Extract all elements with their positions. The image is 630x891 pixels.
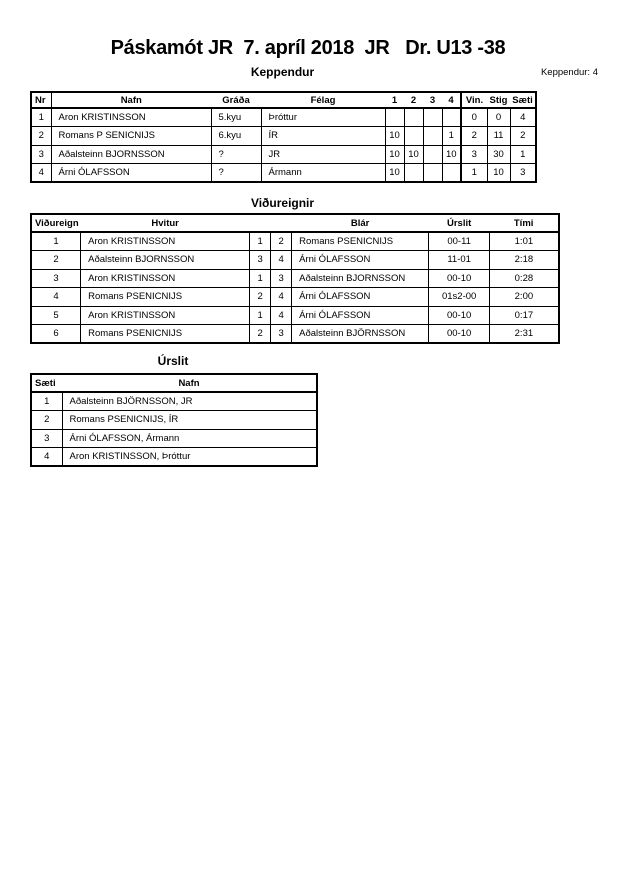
table-cell — [404, 108, 423, 127]
column-header-vidureign: Viðureign — [31, 214, 81, 232]
table-cell: 4 — [31, 288, 81, 307]
table-cell: Árni ÓLAFSSON, Ármann — [62, 429, 317, 448]
table-row — [31, 164, 536, 183]
column-header-saeti: Sæti — [510, 92, 536, 108]
table-cell: 6 — [31, 325, 81, 344]
table-cell: Romans P SENICNIJS — [51, 127, 211, 146]
table-cell: 2 — [250, 288, 271, 307]
table-cell: 2 — [271, 232, 292, 251]
table-cell: 00-10 — [429, 269, 490, 288]
table-cell: 1 — [461, 164, 487, 183]
table-cell: 4 — [510, 108, 536, 127]
table-cell: 4 — [271, 251, 292, 270]
table-cell: Aðalsteinn BJORNSSON — [81, 251, 250, 270]
table-cell: 5 — [31, 306, 81, 325]
table-cell — [442, 164, 461, 183]
column-header-2: 2 — [404, 92, 423, 108]
column-header-3: 3 — [423, 92, 442, 108]
table-row — [31, 108, 536, 127]
table-cell: Árni ÓLAFSSON — [51, 164, 211, 183]
keppendur-table — [30, 91, 537, 183]
column-header-nr: Nr — [31, 92, 51, 108]
column-header-vin: Vin. — [461, 92, 487, 108]
table-cell: 0 — [487, 108, 510, 127]
table-cell: 1 — [250, 232, 271, 251]
table-row — [31, 325, 559, 344]
table-cell: Árni ÓLAFSSON — [292, 306, 429, 325]
table-cell: Aðalsteinn BJORNSSON — [292, 269, 429, 288]
column-header-1: 1 — [385, 92, 404, 108]
table-cell: 3 — [31, 269, 81, 288]
table-cell: 1 — [250, 269, 271, 288]
table-cell: 2 — [31, 411, 62, 430]
table-cell: 6.kyu — [211, 127, 261, 146]
table-cell: 3 — [510, 164, 536, 183]
table-header-row — [31, 374, 317, 392]
table-cell: 1 — [510, 145, 536, 164]
table-cell: Romans PSENICNIJS — [81, 325, 250, 344]
table-cell — [404, 164, 423, 183]
table-cell: 4 — [271, 288, 292, 307]
page-title: Páskamót JR 7. apríl 2018 JR Dr. U13 -38 — [110, 37, 506, 59]
table-cell: 11 — [487, 127, 510, 146]
column-header-stig: Stig — [487, 92, 510, 108]
table-cell: 2 — [461, 127, 487, 146]
table-cell: 3 — [271, 269, 292, 288]
column-header-nafn: Nafn — [62, 374, 317, 392]
column-header-blar: Blár — [292, 214, 429, 232]
table-cell: 1 — [442, 127, 461, 146]
section-label-keppendur: Keppendur — [250, 65, 315, 79]
table-cell: 1 — [31, 232, 81, 251]
table-cell: 2 — [510, 127, 536, 146]
table-cell: ? — [211, 164, 261, 183]
table-cell: ÍR — [261, 127, 385, 146]
table-cell: Aron KRISTINSSON — [81, 306, 250, 325]
column-header-grada: Gráða — [211, 92, 261, 108]
table-cell: JR — [261, 145, 385, 164]
table-cell: 3 — [271, 325, 292, 344]
table-cell: 00-11 — [429, 232, 490, 251]
table-cell: Aron KRISTINSSON — [81, 269, 250, 288]
table-cell: 3 — [31, 145, 51, 164]
table-cell: Aðalsteinn BJÖRNSSON — [292, 325, 429, 344]
table-cell: 11-01 — [429, 251, 490, 270]
table-cell: 2 — [250, 325, 271, 344]
table-cell: 2:00 — [490, 288, 559, 307]
column-header-blue-number — [271, 214, 292, 232]
table-cell: 01s2-00 — [429, 288, 490, 307]
table-row — [31, 392, 317, 411]
column-header-urslit: Úrslit — [429, 214, 490, 232]
table-row — [31, 251, 559, 270]
table-row — [31, 232, 559, 251]
table-cell: 2 — [31, 251, 81, 270]
table-cell: Aðalsteinn BJORNSSON — [51, 145, 211, 164]
table-cell: Romans PSENICNIJS — [292, 232, 429, 251]
table-cell: Aðalsteinn BJÖRNSSON, JR — [62, 392, 317, 411]
table-cell: Aron KRISTINSSON — [81, 232, 250, 251]
table-cell: Aron KRISTINSSON — [51, 108, 211, 127]
table-cell: 1:01 — [490, 232, 559, 251]
table-cell: 10 — [385, 145, 404, 164]
column-header-4: 4 — [442, 92, 461, 108]
column-header-felag: Félag — [261, 92, 385, 108]
table-cell: 1 — [250, 306, 271, 325]
table-cell: 00-10 — [429, 325, 490, 344]
column-header-hvitur: Hvitur — [81, 214, 250, 232]
table-cell — [442, 108, 461, 127]
table-cell: Árni ÓLAFSSON — [292, 288, 429, 307]
vidureignir-table — [30, 213, 560, 344]
table-cell: Romans PSENICNIJS, ÍR — [62, 411, 317, 430]
table-cell: 3 — [250, 251, 271, 270]
column-header-white-number — [250, 214, 271, 232]
urslit-table-wrap — [30, 373, 318, 467]
section-label-urslit: Úrslit — [157, 354, 189, 368]
table-row — [31, 127, 536, 146]
table-cell: Romans PSENICNIJS — [81, 288, 250, 307]
table-cell: 5.kyu — [211, 108, 261, 127]
table-cell: 30 — [487, 145, 510, 164]
table-cell: 0:17 — [490, 306, 559, 325]
table-cell: 2 — [31, 127, 51, 146]
section-label-vidureignir: Viðureignir — [250, 196, 315, 210]
table-cell: 10 — [385, 164, 404, 183]
table-cell: 3 — [461, 145, 487, 164]
table-cell: 3 — [31, 429, 62, 448]
table-cell: Árni ÓLAFSSON — [292, 251, 429, 270]
table-cell: 0 — [461, 108, 487, 127]
competitor-count: Keppendur: 4 — [540, 67, 598, 78]
table-row — [31, 288, 559, 307]
table-cell: 0:28 — [490, 269, 559, 288]
table-cell: 4 — [31, 164, 51, 183]
table-cell: 4 — [271, 306, 292, 325]
table-row — [31, 145, 536, 164]
table-cell: ? — [211, 145, 261, 164]
urslit-table — [30, 373, 318, 467]
table-header-row — [31, 92, 536, 108]
table-cell: 1 — [31, 108, 51, 127]
column-header-nafn: Nafn — [51, 92, 211, 108]
table-row — [31, 429, 317, 448]
vidureignir-table-wrap — [30, 213, 560, 344]
table-cell: 2:18 — [490, 251, 559, 270]
column-header-saeti: Sæti — [31, 374, 62, 392]
table-cell: 00-10 — [429, 306, 490, 325]
table-cell: Aron KRISTINSSON, Þróttur — [62, 448, 317, 467]
table-cell: 10 — [487, 164, 510, 183]
table-cell — [385, 108, 404, 127]
table-row — [31, 269, 559, 288]
keppendur-table-wrap — [30, 91, 537, 183]
table-cell: 2:31 — [490, 325, 559, 344]
table-cell — [423, 127, 442, 146]
table-cell: 10 — [385, 127, 404, 146]
column-header-timi: Tími — [490, 214, 559, 232]
table-cell: 10 — [404, 145, 423, 164]
table-cell — [423, 145, 442, 164]
table-row — [31, 411, 317, 430]
table-cell: 4 — [31, 448, 62, 467]
table-cell: 1 — [31, 392, 62, 411]
table-row — [31, 448, 317, 467]
table-cell — [423, 108, 442, 127]
table-cell: Þróttur — [261, 108, 385, 127]
table-cell — [423, 164, 442, 183]
table-cell — [404, 127, 423, 146]
table-cell: Ármann — [261, 164, 385, 183]
table-header-row — [31, 214, 559, 232]
table-cell: 10 — [442, 145, 461, 164]
table-row — [31, 306, 559, 325]
